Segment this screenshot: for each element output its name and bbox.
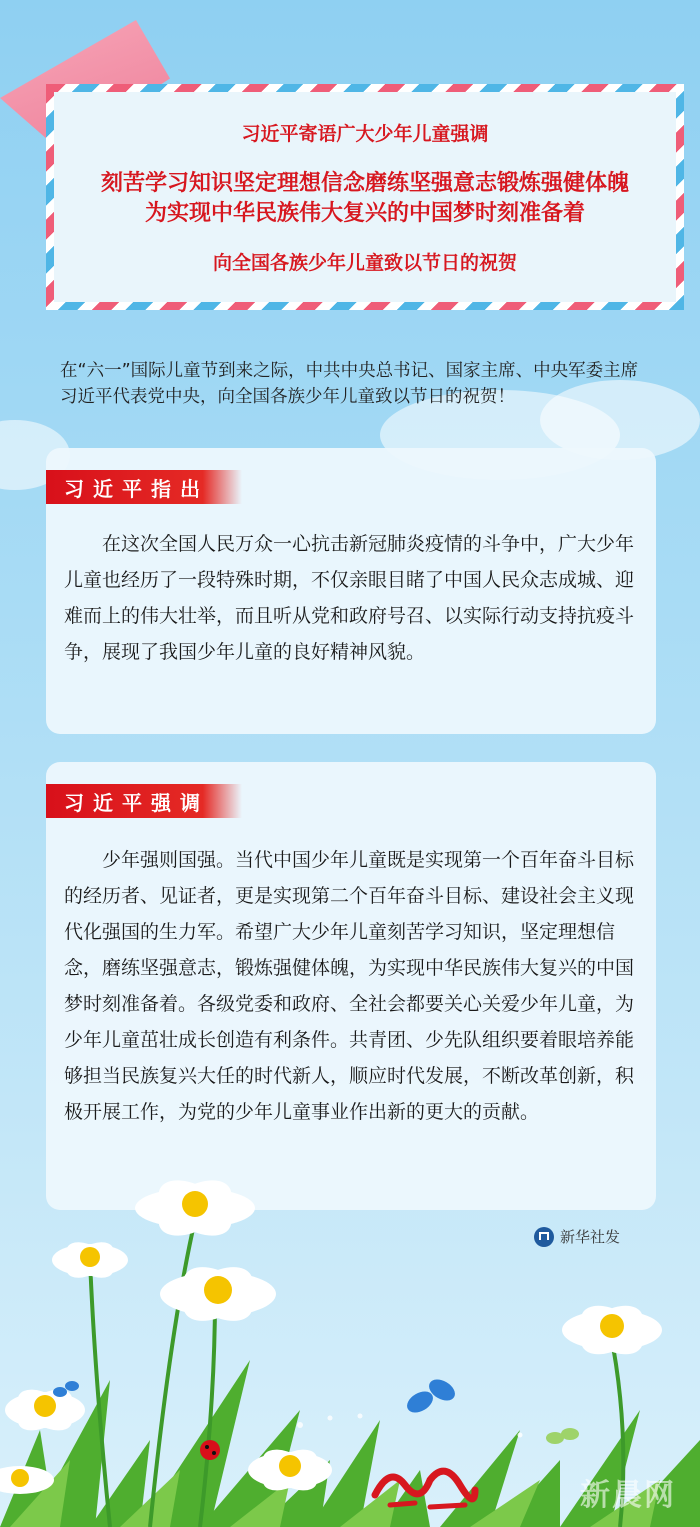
- butterfly-icon: [403, 1375, 458, 1417]
- header-subtitle: 向全国各族少年儿童致以节日的祝贺: [212, 252, 517, 274]
- header-envelope: [46, 84, 684, 310]
- ladybug-icon: [200, 1440, 220, 1460]
- section-1-body: 在这次全国人民万众一心抗击新冠肺炎疫情的斗争中，广大少年儿童也经历了一段特殊时期，不仅亲眼目睹了中国人民众志成城、迎难而上的伟大壮举，而且听从党和政府号召、以实际行动支持抗疫斗争，展现了我国少年儿童的良好精神风貌。: [64, 533, 635, 663]
- header-kicker: 习近平寄语广大少年儿童强调: [241, 123, 489, 145]
- xinhua-logo-icon: [534, 1227, 554, 1247]
- section-2-body: 少年强则国强。当代中国少年儿童既是实现第一个百年奋斗目标的经历者、见证者，更是实现第二个百年奋斗目标、建设社会主义现代化强国的生力军。希望广大少年儿童刻苦学习知识，坚定理想信念，磨练坚强意志，锻炼强健体魄，为实现中华民族伟大复兴的中国梦时刻准备着。各级党委和政府、全社会都要关心关爱少年儿童，为少年儿童茁壮成长创造有利条件。共青团、少先队组织要着眼培养能够担当民族复兴大任的时代新人，顺应时代发展，不断改革创新，积极开展工作，为党的少年儿童事业作出新的更大的贡献。: [64, 849, 635, 1123]
- section-1-ribbon: 习近平指出: [46, 470, 242, 504]
- red-stamp-logo-icon: [370, 1455, 480, 1515]
- source-credit: [534, 1226, 620, 1247]
- section-card-2: [46, 762, 656, 1210]
- header-content: [54, 92, 676, 302]
- headline-line-2: 为实现中华民族伟大复兴的中国梦时刻准备着: [144, 200, 585, 226]
- section-card-1: [46, 448, 656, 734]
- headline-line-1: 刻苦学习知识坚定理想信念磨练坚强意志锻炼强健体魄: [100, 170, 629, 196]
- section-2-ribbon: 习近平强调: [46, 784, 242, 818]
- watermark: 新晨网: [580, 1478, 676, 1513]
- daisy-flower-icon: [135, 1180, 255, 1247]
- source-label: 新华社发: [560, 1228, 621, 1246]
- intro-paragraph: 在“六一”国际儿童节到来之际，中共中央总书记、国家主席、中央军委主席习近平代表党中央，向全国各族少年儿童致以节日的祝贺！: [60, 360, 639, 407]
